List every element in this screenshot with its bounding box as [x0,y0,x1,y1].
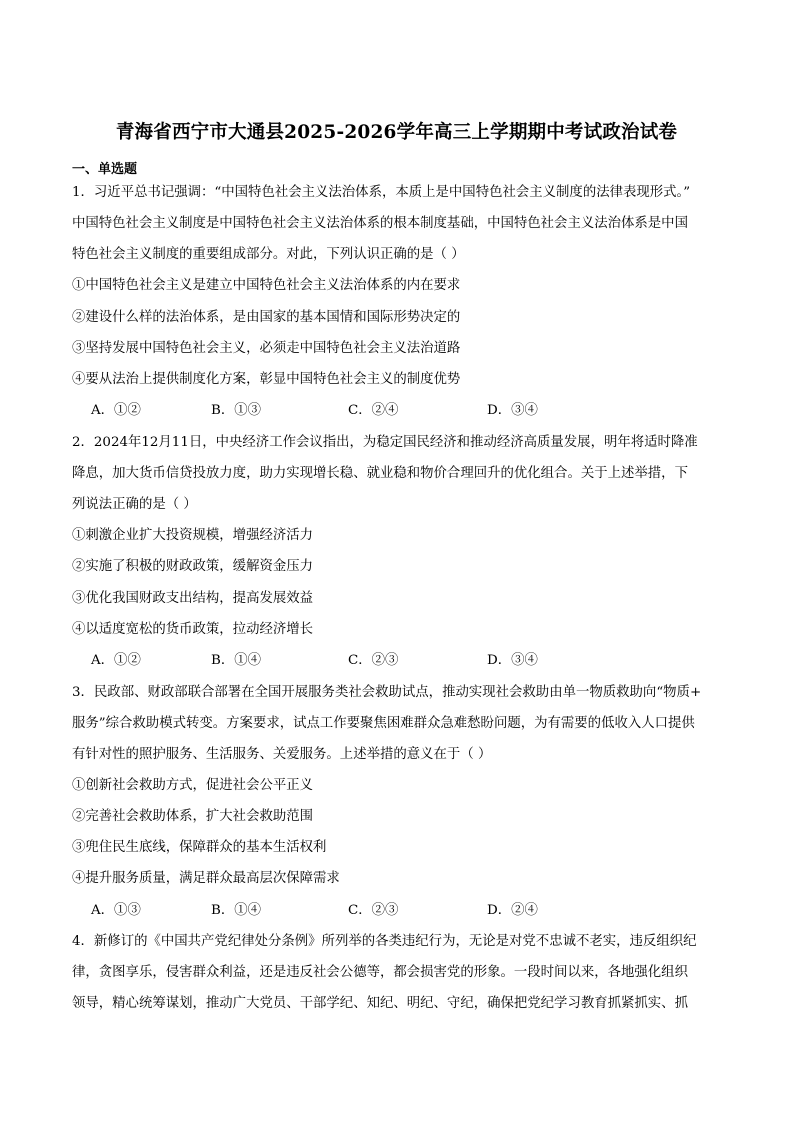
option-d: D．②④ [487,903,538,918]
question-2-statement: ①刺激企业扩大投资规模，增强经济活力 [72,528,314,543]
question-4-stem-line: 领导，精心统筹谋划，推动广大党员、干部学纪、知纪、明纪、守纪，确保把党纪学习教育抓紧抓实、抓 [72,996,688,1011]
question-3-stem-line: 有针对性的照护服务、生活服务、关爱服务。上述举措的意义在于（ ） [72,747,492,762]
option-d: D．③④ [487,653,538,668]
section-heading: 一、单选题 [72,162,138,177]
page-title: 青海省西宁市大通县2025-2026学年高三上学期期中考试政治试卷 [115,122,678,143]
question-2-statement: ④以适度宽松的货币政策，拉动经济增长 [72,622,314,637]
option-d: D．③④ [487,403,538,418]
option-a: A．①② [91,403,141,418]
question-4-stem-line: 4．新修订的《中国共产党纪律处分条例》所列举的各类违纪行为，无论是对党不忠诚不老实，违反组织纪 [72,934,697,949]
question-1-stem-line: 中国特色社会主义制度是中国特色社会主义法治体系的根本制度基础，中国特色社会主义法治体系是中国 [72,216,688,231]
question-1-statement: ④要从法治上提供制度化方案，彰显中国特色社会主义的制度优势 [72,372,461,387]
option-b: B．①④ [211,903,262,918]
question-1-stem-line: 1．习近平总书记强调：“中国特色社会主义法治体系，本质上是中国特色社会主义制度的法律表现形式。” [72,185,691,200]
question-3-stem-line: 服务”综合救助模式转变。方案要求，试点工作要聚焦困难群众急难愁盼问题，为有需要的低收入人口提供 [72,716,695,731]
option-b: B．①③ [211,403,262,418]
question-2-statement: ②实施了积极的财政政策，缓解资金压力 [72,559,314,574]
option-c: C．②④ [348,403,399,418]
question-3-statement: ①创新社会救助方式，促进社会公平正义 [72,778,314,793]
option-c: C．②③ [348,903,399,918]
question-1-stem-line: 特色社会主义制度的重要组成部分。对此，下列认识正确的是（ ） [72,247,465,262]
question-3-statement: ②完善社会救助体系，扩大社会救助范围 [72,809,314,824]
question-2-statement: ③优化我国财政支出结构，提高发展效益 [72,591,314,606]
question-1-statement: ①中国特色社会主义是建立中国特色社会主义法治体系的内在要求 [72,278,461,293]
question-3-statement: ③兜住民生底线，保障群众的基本生活权利 [72,840,327,855]
question-2-stem-line: 列说法正确的是（ ） [72,497,197,512]
question-4-stem-line: 律，贪图享乐，侵害群众利益，还是违反社会公德等，都会损害党的形象。一段时间以来，各地强化组织 [72,965,688,980]
option-b: B．①④ [211,653,262,668]
question-1-statement: ②建设什么样的法治体系，是由国家的基本国情和国际形势决定的 [72,310,461,325]
question-2-stem-line: 降息，加大货币信贷投放力度，助力实现增长稳、就业稳和物价合理回升的优化组合。关于上述举措，下 [72,466,688,481]
option-c: C．②③ [348,653,399,668]
question-3-statement: ④提升服务质量，满足群众最高层次保障需求 [72,871,340,886]
question-3-stem-line: 3．民政部、财政部联合部署在全国开展服务类社会救助试点，推动实现社会救助由单一物质救助向“物质+ [72,685,702,700]
question-1-statement: ③坚持发展中国特色社会主义，必须走中国特色社会主义法治道路 [72,341,461,356]
option-a: A．①② [91,653,141,668]
option-a: A．①③ [91,903,141,918]
question-2-stem-line: 2．2024年12月11日，中央经济工作会议指出，为稳定国民经济和推动经济高质量发展，明年将适时降准 [72,435,698,450]
